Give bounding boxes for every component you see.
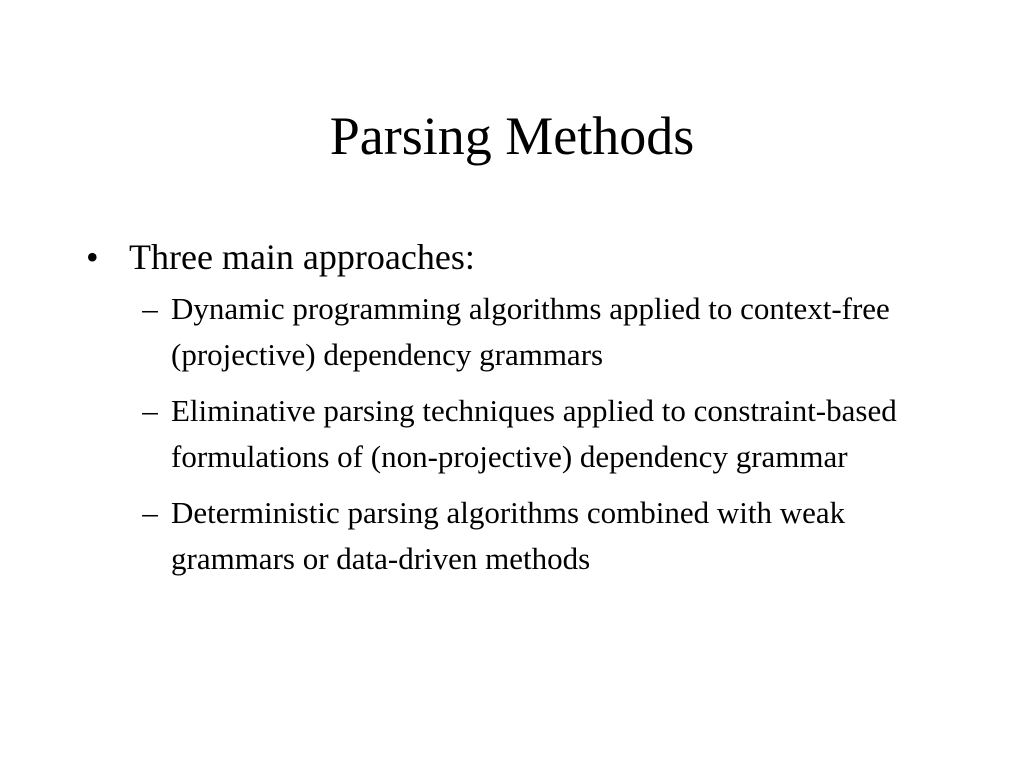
sub-bullet-text: Deterministic parsing algorithms combined with weak grammars or data-driven methods: [171, 495, 846, 576]
sub-bullet-text: Dynamic programming algorithms applied to context-free (projective) dependency grammars: [171, 291, 890, 372]
bullet-item: [86, 232, 966, 282]
dash-icon: –: [142, 495, 158, 530]
dash-icon: –: [142, 393, 158, 428]
bullet-icon: •: [86, 237, 99, 277]
sub-bullet-text: Eliminative parsing techniques applied to constraint-based formulations of (non-projective) dependency grammar: [171, 393, 897, 474]
sub-bullet-item: [129, 490, 966, 582]
sub-bullet-item: [129, 286, 966, 378]
sub-bullet-item: [129, 388, 966, 480]
slide-body: [86, 232, 966, 592]
dash-icon: –: [142, 291, 158, 326]
slide-title: Parsing Methods: [329, 106, 695, 166]
bullet-text: Three main approaches:: [129, 237, 475, 277]
